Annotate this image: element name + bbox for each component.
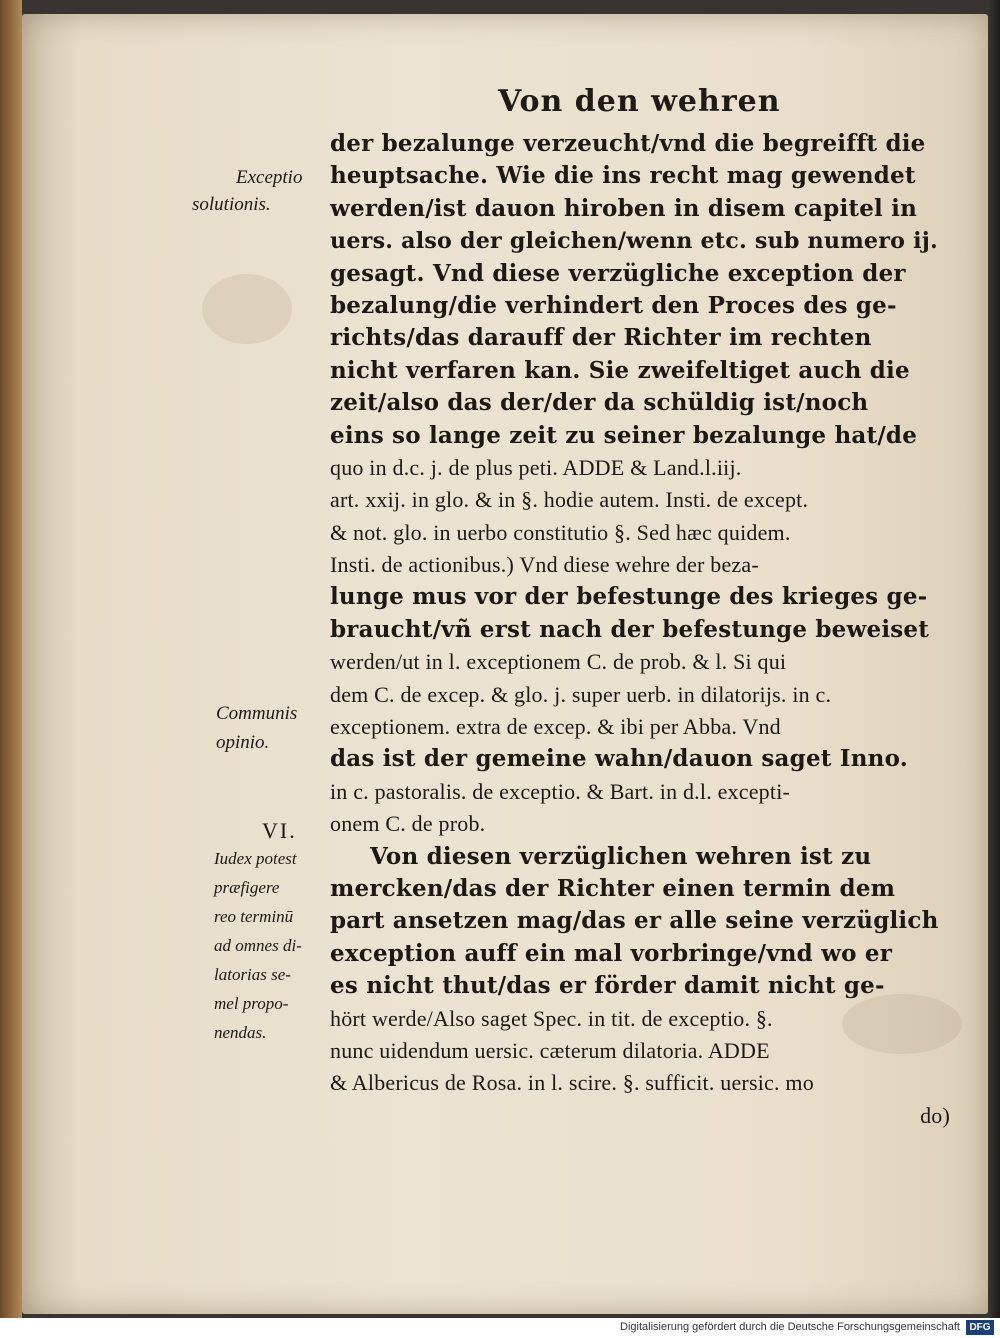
body-text-line: werden/ut in l. exceptionem C. de prob. & l. Si qui (330, 649, 787, 675)
body-text-line: do) (920, 1102, 950, 1128)
footer-credit: Digitalisierung gefördert durch die Deutsche Forschungsgemeinschaft (620, 1321, 960, 1333)
body-text-line: nicht verfaren kan. Sie zweifeltiget auch die (330, 356, 910, 384)
body-text-line: & Albericus de Rosa. in l. scire. §. sufficit. uersic. mo (330, 1070, 814, 1096)
marginal-note-line: præfigere (214, 878, 280, 897)
marginal-note-line: Communis (216, 703, 298, 724)
body-text-line: Insti. de actionibus.) Vnd diese wehre der beza- (330, 552, 759, 578)
book-page-edge (988, 0, 1000, 1318)
marginal-note-line: Iudex potest (214, 849, 297, 868)
marginal-note-line: latorias se- (214, 965, 291, 984)
body-text-line: lunge mus vor der befestunge des krieges ge- (330, 583, 928, 611)
body-text-line: hört werde/Also saget Spec. in tit. de exceptio. §. (330, 1005, 773, 1031)
body-text-line: heuptsache. Wie die ins recht mag gewendet (330, 162, 916, 190)
body-text-line: in c. pastoralis. de exceptio. & Bart. in d.l. excepti- (330, 778, 791, 804)
body-text-line: gesagt. Vnd diese verzügliche exception der (330, 259, 906, 287)
marginal-note-line: opinio. (216, 732, 270, 753)
body-text-line: es nicht thut/das er förder damit nicht ge- (330, 972, 885, 1000)
body-text-line: quo in d.c. j. de plus peti. ADDE & Land.l.iij. (330, 454, 742, 480)
body-text-line: der bezalunge verzeucht/vnd die begreifft die (330, 130, 926, 157)
marginal-note-line: Exceptio (236, 167, 303, 188)
body-text-line: zeit/also das der/der da schüldig ist/noch (330, 389, 869, 417)
section-number: VI. (262, 818, 297, 843)
body-text-line: dem C. de excep. & glo. j. super uerb. in dilatorijs. in c. (330, 681, 832, 707)
body-text-line: & not. glo. in uerbo constitutio §. Sed hæc quidem. (330, 519, 791, 545)
marginal-note-communis (216, 700, 297, 756)
dfg-logo: DFG (966, 1320, 994, 1335)
body-text-line: exception auff ein mal vorbringe/vnd wo er (330, 939, 893, 967)
body-text-line: uers. also der gleichen/wenn etc. sub numero ij. (330, 228, 938, 255)
body-text-block (330, 128, 950, 1132)
marginal-note-line: nendas. (214, 1023, 267, 1042)
body-text-line: werden/ist dauon hiroben in disem capitel in (330, 194, 918, 222)
marginal-note-line: ad omnes di- (214, 936, 302, 955)
marginal-note-iudex (214, 844, 302, 1047)
marginal-note-line: mel propo- (214, 994, 289, 1013)
book-spine-edge (0, 0, 22, 1318)
body-text-line: art. xxij. in glo. & in §. hodie autem. Insti. de except. (330, 487, 809, 513)
body-text-line: eins so lange zeit zu seiner bezalunge hat/de (330, 421, 918, 449)
marginal-note-exceptio (192, 164, 303, 218)
body-text-line: exceptionem. extra de excep. & ibi per Abba. Vnd (330, 714, 781, 740)
body-text-line: onem C. de prob. (330, 811, 486, 837)
footer-bar (0, 1318, 1000, 1338)
body-text-line: richts/das darauff der Richter im rechten (330, 324, 872, 352)
marginal-note-line: reo terminū (214, 907, 294, 926)
running-head: Von den wehren (498, 84, 781, 119)
body-text-line: braucht/vñ erst nach der befestunge beweiset (330, 615, 930, 643)
body-text-line: part ansetzen mag/das er alle seine verzüglich (330, 907, 939, 935)
body-text-line: Von diesen verzüglichen wehren ist zu (370, 842, 872, 870)
body-text-line: mercken/das der Richter einen termin dem (330, 874, 896, 902)
body-text-line: nunc uidendum uersic. cæterum dilatoria. ADDE (330, 1037, 770, 1063)
marginal-note-line: solutionis. (192, 194, 271, 215)
body-text-line: das ist der gemeine wahn/dauon saget Inno. (330, 745, 908, 773)
page-stain (202, 274, 292, 344)
body-text-line: bezalung/die verhindert den Proces des ge- (330, 291, 897, 319)
